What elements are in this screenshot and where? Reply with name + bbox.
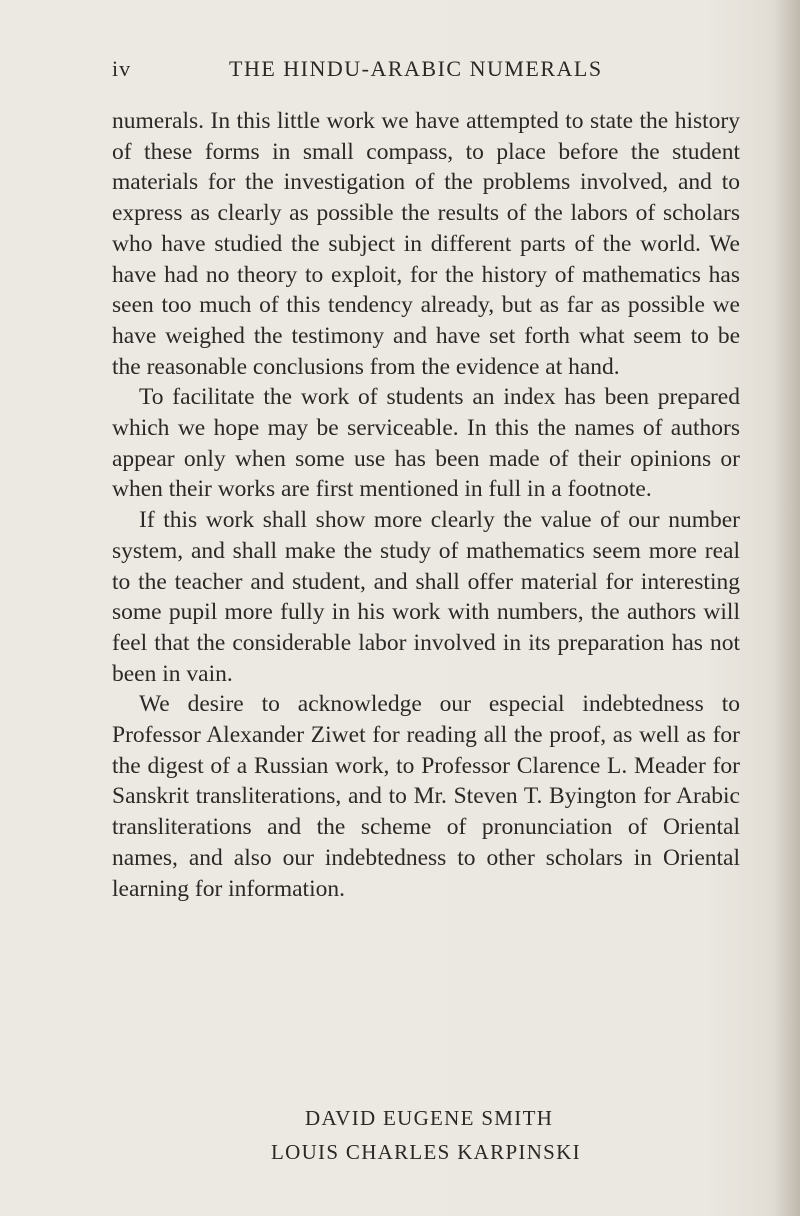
author-signature-2: LOUIS CHARLES KARPINSKI	[271, 1140, 581, 1164]
paragraph-4: We desire to acknowledge our especial indebtedness to Professor Alexander Ziwet for reading all the proof, as well as for the digest of a Russian work, to Professor Clarence L. Meader for Sanskrit transliterations, and to Mr. Steven T. Byington for Arabic transliterations and the scheme of pronunciation of Oriental names, and also our indebtedness to other scholars in Oriental learning for information.	[112, 691, 740, 902]
page-edge-shadow	[774, 0, 800, 1216]
author-signature-1: DAVID EUGENE SMITH	[305, 1106, 554, 1130]
page-number: iv	[112, 56, 132, 81]
running-title: THE HINDU-ARABIC NUMERALS	[229, 56, 603, 81]
paragraph-1: numerals. In this little work we have attempted to state the history of these forms in small compass, to place before the student materials for the investigation of the problems involved, and to express as clearly as possible the results of the labors of scholars who have studied the subject in different parts of the world. We have had no theory to exploit, for the history of mathematics has seen too much of this tendency already, but as far as possible we have weighed the testimony and have set forth what seem to be the reasonable conclusions from the evidence at hand.	[112, 108, 740, 380]
body-text	[112, 106, 740, 904]
paragraph-2: To facilitate the work of students an index has been prepared which we hope may be serviceable. In this the names of authors appear only when some use has been made of their opinions or when their works are first mentioned in full in a footnote.	[112, 384, 740, 503]
running-head	[0, 56, 800, 86]
paragraph-3: If this work shall show more clearly the value of our number system, and shall make the study of mathematics seem more real to the teacher and student, and shall offer material for interesting some pupil more fully in his work with numbers, the authors will feel that the considerable labor involved in its preparation has not been in vain.	[112, 507, 740, 687]
